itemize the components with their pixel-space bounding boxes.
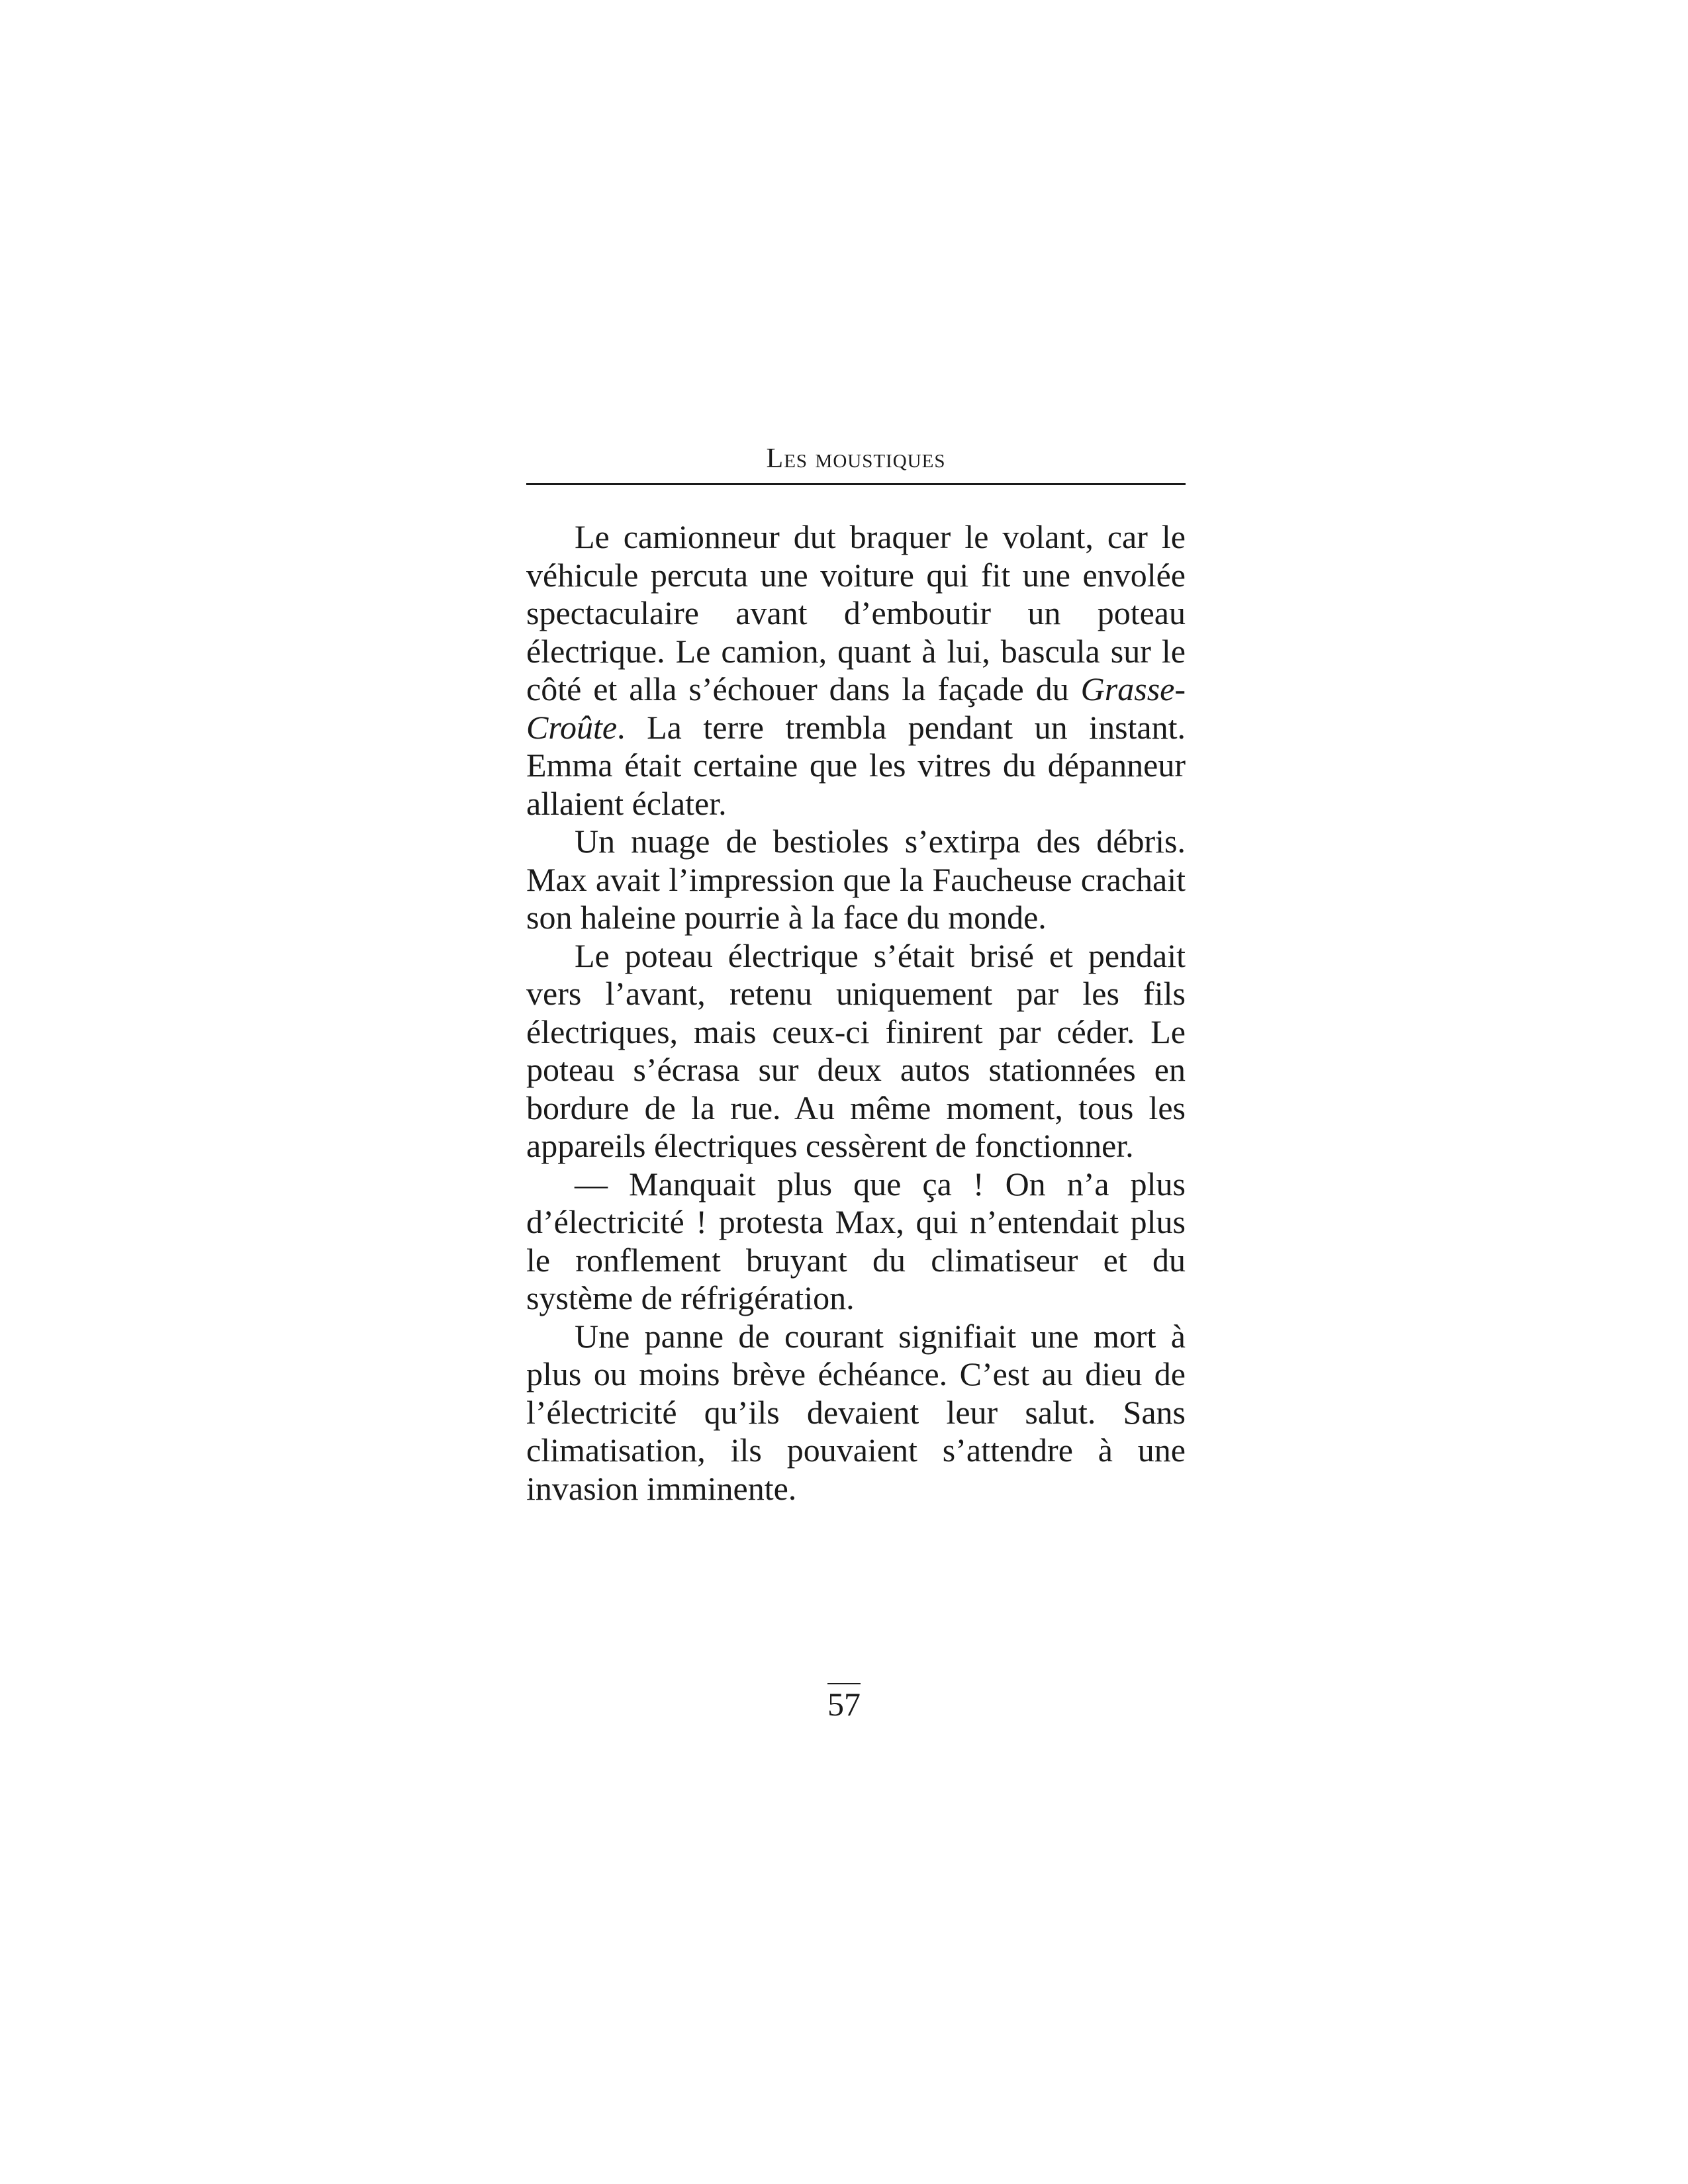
running-head [526, 442, 1186, 475]
page-number-text: 57 [827, 1683, 861, 1723]
paragraph: Une panne de courant signifiait une mort à plus ou moins brève échéance. C’est au dieu de l’électricité qu’ils devaient leur salut. Sans climatisation, ils pouvaient s’attendre à une invasion imminente. [526, 1317, 1186, 1507]
paragraph-text: . La terre trembla pendant un instant. Emma était certaine que les vitres du dépanneur allaient éclater. [526, 708, 1186, 822]
italic-title: Grasse-Croûte [526, 670, 1186, 746]
page-number [0, 1684, 1688, 1724]
paragraph: Un nuage de bestioles s’extirpa des débris. Max avait l’impression que la Faucheuse crachait son haleine pourrie à la face du monde. [526, 823, 1186, 936]
paragraph [526, 518, 1186, 823]
paragraph: — Manquait plus que ça ! On n’a plus d’électricité ! protesta Max, qui n’entendait plus le ronflement bruyant du climatiseur et du système de réfrigération. [526, 1165, 1186, 1316]
header-rule [526, 483, 1186, 485]
body-text [526, 518, 1186, 1508]
paragraph: Le poteau électrique s’était brisé et pendait vers l’avant, retenu uniquement par les fils électriques, mais ceux-ci finirent par céder. Le poteau s’écrasa sur deux autos stationnées en bordure de la rue. Au même moment, tous les appareils électriques cessèrent de fonctionner. [526, 936, 1186, 1164]
paragraph-text: Le camionneur dut braquer le volant, car le véhicule percuta une voiture qui fit une envolée spectaculaire avant d’emboutir un poteau électrique. Le camion, quant à lui, bascula sur le côté et alla s’échouer dans la façade du [526, 518, 1186, 707]
running-head-title: Les moustiques [766, 443, 946, 474]
